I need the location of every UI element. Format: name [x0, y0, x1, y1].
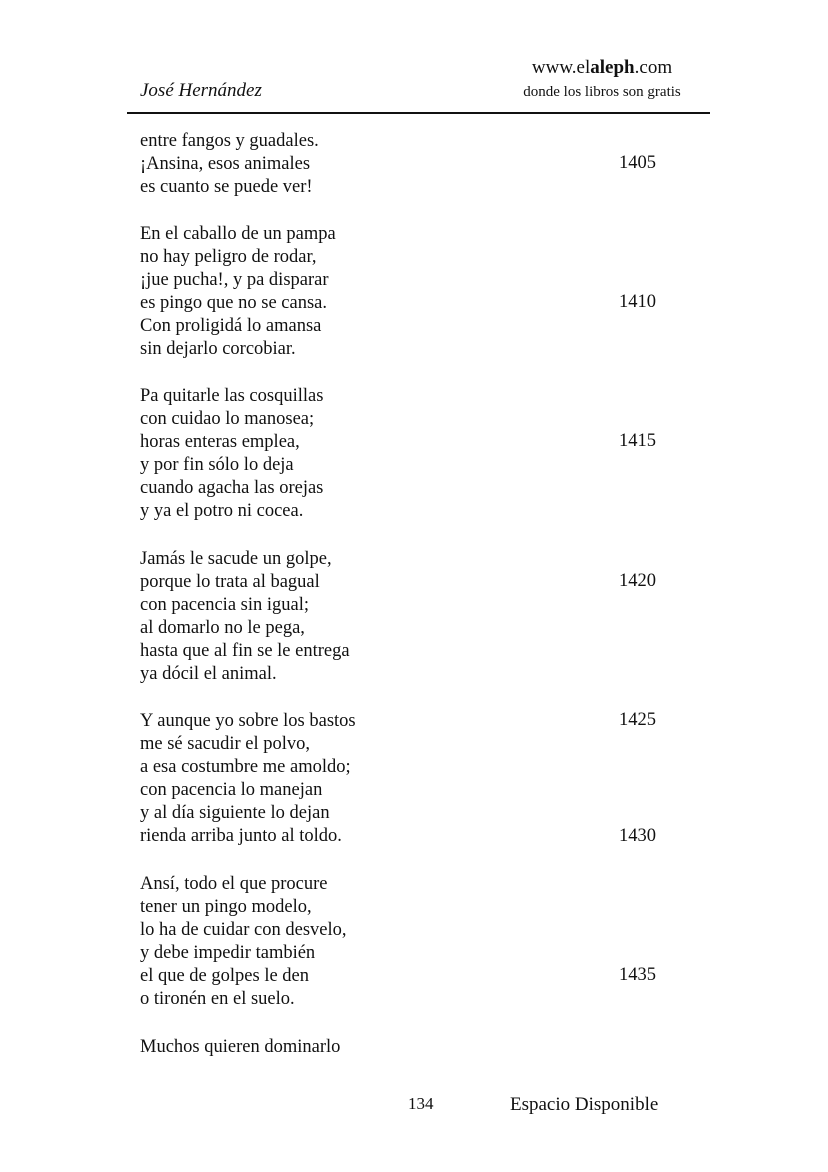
- verse-line: y debe impedir también: [140, 943, 316, 963]
- verse-number: 1410: [619, 292, 656, 312]
- verse-line: ¡jue pucha!, y pa disparar: [140, 270, 329, 290]
- site-tagline: donde los libros son gratis: [523, 84, 681, 100]
- verse-line: cuando agacha las orejas: [140, 478, 324, 498]
- verse-line: me sé sacudir el polvo,: [140, 734, 311, 754]
- verse-line: al domarlo no le pega,: [140, 618, 305, 638]
- verse-line: En el caballo de un pampa: [140, 224, 336, 244]
- verse-line: y por fin sólo lo deja: [140, 455, 294, 475]
- verse-line: rienda arriba junto al toldo.: [140, 826, 342, 846]
- verse-line: sin dejarlo corcobiar.: [140, 339, 296, 359]
- verse-line: es pingo que no se cansa.: [140, 293, 328, 313]
- verse-line: con pacencia lo manejan: [140, 780, 323, 800]
- verse-number: 1425: [619, 710, 656, 730]
- verse-line: Pa quitarle las cosquillas: [140, 386, 324, 406]
- site-url[interactable]: [516, 57, 688, 79]
- verse-line: con cuidao lo manosea;: [140, 409, 315, 429]
- verse-line: el que de golpes le den: [140, 966, 310, 986]
- site-url-suffix: .com: [634, 57, 673, 78]
- verse-line: Con proligidá lo amansa: [140, 316, 322, 336]
- verse-line: ¡Ansina, esos animales: [140, 154, 311, 174]
- footer-label: Espacio Disponible: [510, 1094, 659, 1115]
- verse-line: entre fangos y guadales.: [140, 131, 319, 151]
- site-url-prefix: www.el: [531, 57, 591, 78]
- verse-line: porque lo trata al bagual: [140, 572, 320, 592]
- verse-line: hasta que al fin se le entrega: [140, 641, 350, 661]
- verse-line: no hay peligro de rodar,: [140, 247, 317, 267]
- verse-number: 1405: [619, 153, 656, 173]
- verse-line: Ansí, todo el que procure: [140, 874, 328, 894]
- site-url-brand: aleph: [590, 57, 635, 78]
- verse-line: Muchos quieren dominarlo: [140, 1037, 341, 1057]
- verse-line: es cuanto se puede ver!: [140, 177, 313, 197]
- verse-line: a esa costumbre me amoldo;: [140, 757, 351, 777]
- verse-line: y ya el potro ni cocea.: [140, 501, 304, 521]
- page-number: 134: [408, 1094, 434, 1113]
- verse-line: ya dócil el animal.: [140, 664, 277, 684]
- verse-line: y al día siguiente lo dejan: [140, 803, 330, 823]
- verse-line: o tironén en el suelo.: [140, 989, 295, 1009]
- verse-number: 1420: [619, 571, 656, 591]
- verse-number: 1415: [619, 431, 656, 451]
- author-name: José Hernández: [140, 80, 262, 101]
- verse-line: horas enteras emplea,: [140, 432, 300, 452]
- header-divider: [127, 112, 710, 114]
- verse-line: lo ha de cuidar con desvelo,: [140, 920, 347, 940]
- verse-line: tener un pingo modelo,: [140, 897, 312, 917]
- verse-number: 1430: [619, 826, 656, 846]
- verse-number: 1435: [619, 965, 656, 985]
- verse-line: Y aunque yo sobre los bastos: [140, 711, 356, 731]
- verse-line: con pacencia sin igual;: [140, 595, 310, 615]
- verse-line: Jamás le sacude un golpe,: [140, 549, 332, 569]
